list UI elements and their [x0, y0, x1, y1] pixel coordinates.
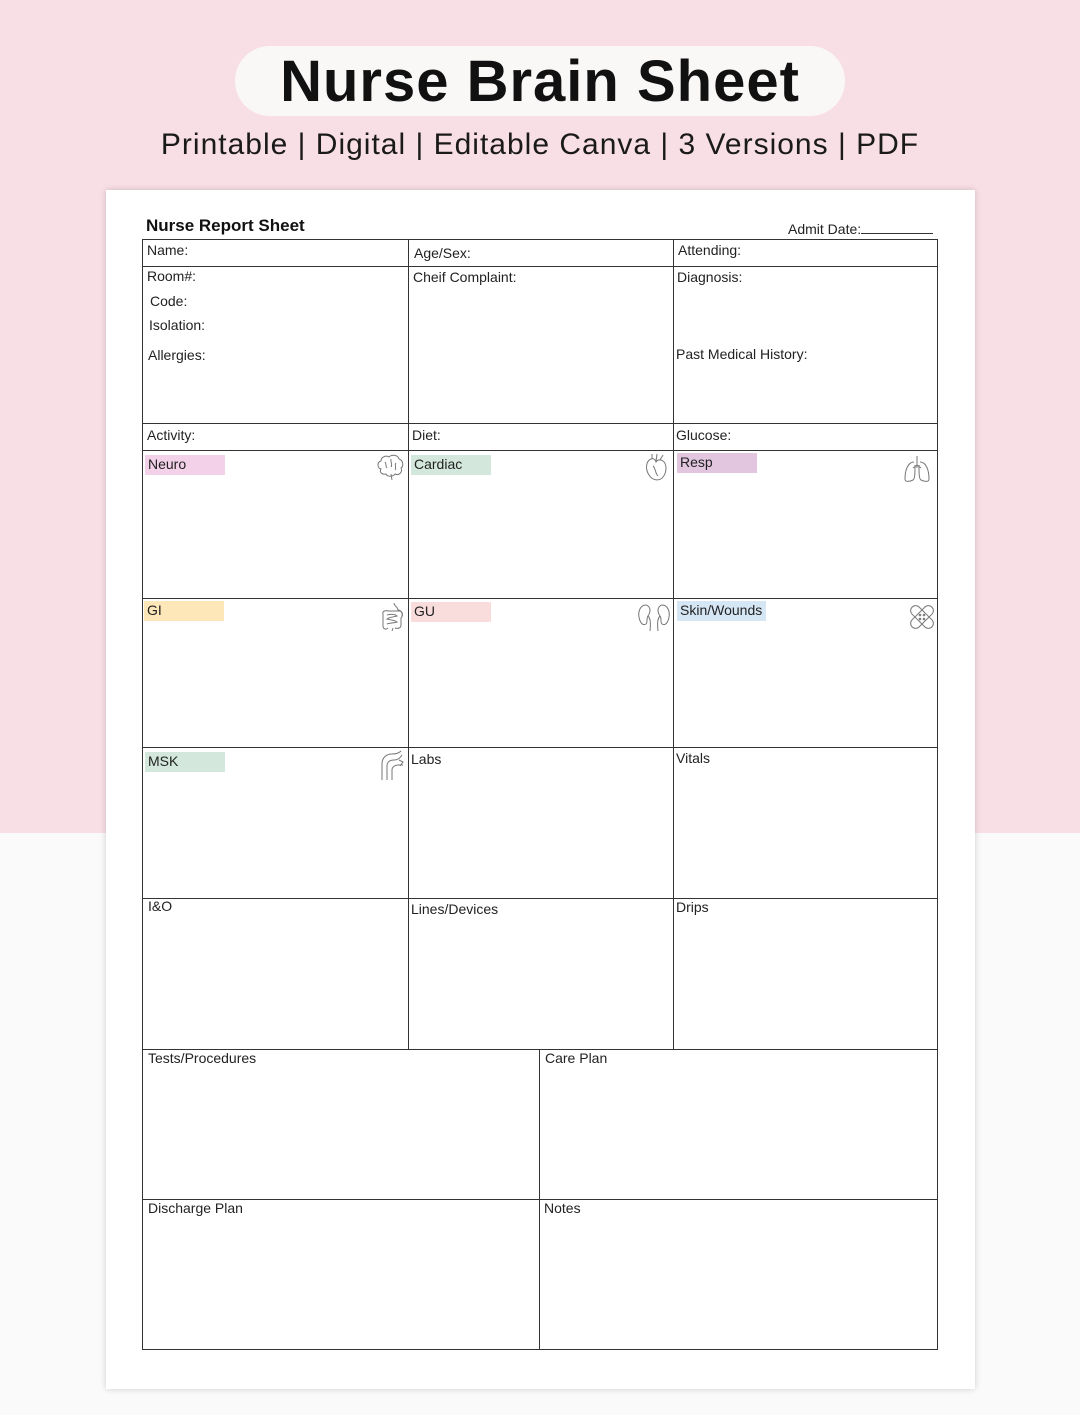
- code-label[interactable]: Code:: [150, 293, 188, 309]
- bandage-icon: [908, 602, 936, 632]
- cardiac-tag[interactable]: [411, 455, 491, 475]
- grid-line: [142, 239, 143, 1349]
- glucose-label[interactable]: Glucose:: [676, 427, 732, 443]
- admit-date-blank: [861, 221, 933, 234]
- brain-icon: [376, 453, 404, 483]
- grid-line: [142, 747, 938, 748]
- name-label[interactable]: Name:: [147, 242, 189, 258]
- resp-tag[interactable]: [677, 453, 757, 473]
- grid-line: [539, 1049, 540, 1349]
- gi-tag[interactable]: [144, 601, 224, 621]
- intestines-icon: [378, 602, 406, 632]
- lungs-icon: [903, 455, 931, 485]
- skin-wounds-tag[interactable]: [677, 601, 766, 621]
- io-label[interactable]: I&O: [148, 898, 173, 914]
- vitals-label[interactable]: Vitals: [676, 750, 710, 766]
- past-medical-history-label[interactable]: Past Medical History:: [676, 346, 808, 362]
- report-sheet: [106, 190, 975, 1389]
- isolation-label[interactable]: Isolation:: [149, 317, 206, 333]
- msk-tag[interactable]: [145, 752, 225, 772]
- grid-line: [142, 598, 938, 599]
- msk-label: MSK: [148, 753, 179, 769]
- grid-line: [673, 239, 674, 1049]
- grid-line: [142, 1049, 938, 1050]
- diet-label[interactable]: Diet:: [412, 427, 441, 443]
- age-sex-label[interactable]: Age/Sex:: [414, 245, 471, 261]
- labs-label[interactable]: Labs: [411, 751, 442, 767]
- tests-procedures-label[interactable]: Tests/Procedures: [148, 1050, 257, 1066]
- grid-line: [408, 239, 409, 1049]
- neuro-label: Neuro: [148, 456, 187, 472]
- grid-line: [142, 450, 938, 451]
- heart-icon: [642, 453, 670, 483]
- notes-label[interactable]: Notes: [544, 1200, 581, 1216]
- kidneys-icon: [637, 602, 671, 632]
- care-plan-label[interactable]: Care Plan: [545, 1050, 608, 1066]
- grid-line: [142, 266, 938, 267]
- cardiac-label: Cardiac: [414, 456, 463, 472]
- diagnosis-label[interactable]: Diagnosis:: [677, 269, 743, 285]
- muscle-icon: [378, 750, 406, 780]
- resp-label: Resp: [680, 454, 713, 470]
- gu-label: GU: [414, 603, 435, 619]
- discharge-plan-label[interactable]: Discharge Plan: [148, 1200, 243, 1216]
- sheet-title: Nurse Report Sheet: [146, 216, 305, 235]
- drips-label[interactable]: Drips: [676, 899, 709, 915]
- grid-line: [142, 1349, 938, 1350]
- grid-line: [142, 239, 938, 240]
- activity-label[interactable]: Activity:: [147, 427, 196, 443]
- skin-wounds-label: Skin/Wounds: [680, 602, 763, 618]
- grid-line: [142, 1199, 938, 1200]
- grid-line: [937, 239, 938, 1349]
- gu-tag[interactable]: [411, 602, 491, 622]
- attending-label[interactable]: Attending:: [678, 242, 742, 258]
- grid-line: [142, 423, 938, 424]
- chief-complaint-label[interactable]: Cheif Complaint:: [413, 269, 517, 285]
- admit-date-label: Admit Date:: [788, 221, 862, 237]
- admit-date-field[interactable]: [788, 221, 933, 237]
- allergies-label[interactable]: Allergies:: [148, 347, 206, 363]
- page-title: Nurse Brain Sheet: [235, 46, 845, 116]
- gi-label: GI: [147, 602, 162, 618]
- lines-devices-label[interactable]: Lines/Devices: [411, 901, 499, 917]
- grid-line: [142, 898, 938, 899]
- neuro-tag[interactable]: [145, 455, 225, 475]
- room-label[interactable]: Room#:: [147, 268, 197, 284]
- page-subtitle: Printable | Digital | Editable Canva | 3 Versions | PDF: [160, 128, 920, 161]
